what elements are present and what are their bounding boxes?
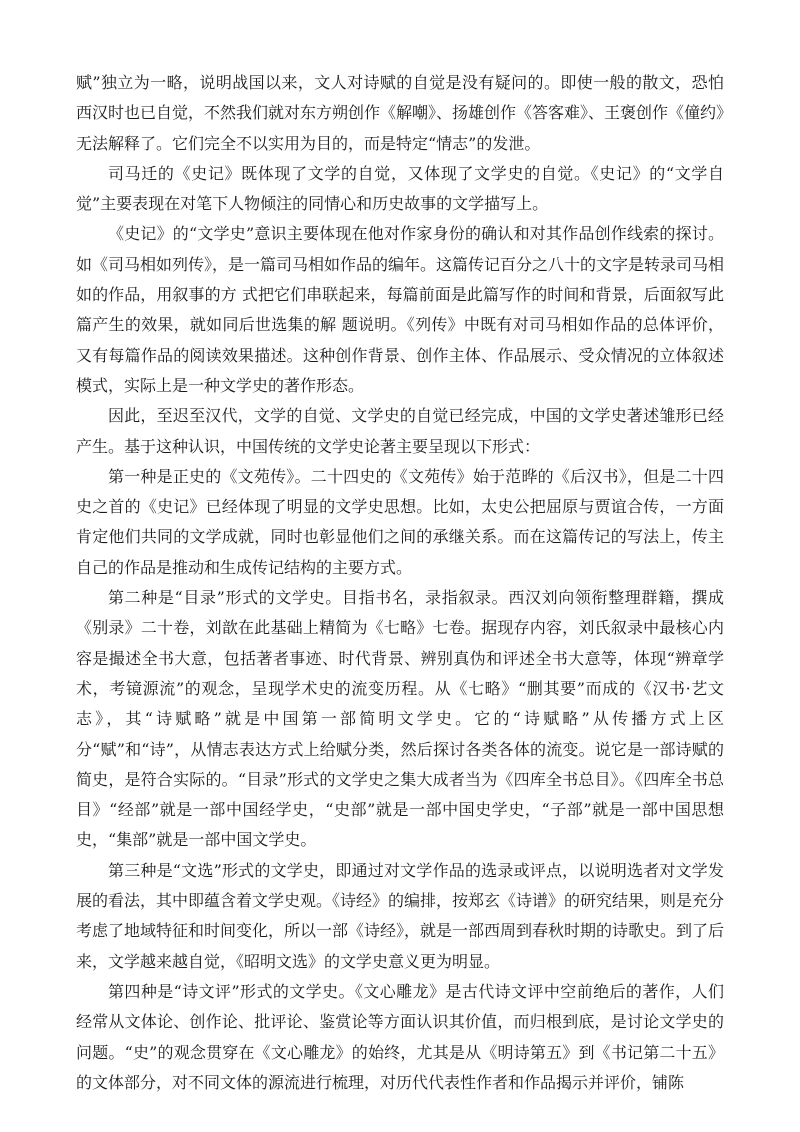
paragraph-7: 第三种是“文选”形式的文学史，即通过对文学作品的选录或评点，以说明选者对文学发展的看法，其中即蕴含着文学史观。《诗经》的编排，按郑玄《诗谱》的研究结果，则是充分考虑了地域特征和时间变化，所以一部《诗经》，就是一部西周到春秋时期的诗歌史。到了后来，文学越来越自觉，《昭明文选》的文学史意义更为明显。 — [76, 860, 725, 971]
paragraph-4: 因此，至迟至汉代，文学的自觉、文学史的自觉已经完成，中国的文学史著述雏形已经产生。基于这种认识，中国传统的文学史论著主要呈现以下形式： — [76, 406, 724, 456]
paragraph-5: 第一种是正史的《文苑传》。二十四史的《文苑传》始于范晔的《后汉书》，但是二十四史之首的《史记》已经体现了明显的文学史思想。比如，太史公把屈原与贾谊合传，一方面肯定他们共同的文学成就，同时也彰显他们之间的承继关系。而在这篇传记的写法上，传主自己的作品是推动和生成传记结构的主要方式。 — [76, 466, 724, 577]
paragraph-8: 第四种是“诗文评”形式的文学史。《文心雕龙》是古代诗文评中空前绝后的著作，人们经常从文体论、创作论、批评论、鉴赏论等方面认识其价值，而归根到底，是讨论文学史的问题。“史”的观念贯穿在《文心雕龙》的始终，尤其是从《明诗第五》到《书记第二十五》的文体部分，对不同文体的源流进行梳理，对历代代表性作者和作品揭示并评价，铺陈 — [76, 981, 724, 1092]
paragraph-3: 《史记》的“文学史”意识主要体现在他对作家身份的确认和对其作品创作线索的探讨。如《司马相如列传》，是一篇司马相如作品的编年。这篇传记百分之八十的文字是转录司马相如的作品，用叙事的方 式把它们串联起来，每篇前面是此篇写作的时间和背景，后面叙写此篇产生的效果，就如同后世选集的解 题说明。《列传》中既有对司马相如作品的总体评价，又有每篇作品的阅读效果描述。这种创作背景、创作主体、作品展示、受众情况的立体叙述模式，实际上是一种文学史的著作形态。 — [76, 224, 725, 395]
paragraph-6: 第二种是“目录”形式的文学史。目指书名，录指叙录。西汉刘向领衔整理群籍，撰成《别录》二十卷，刘歆在此基础上精简为《七略》七卷。据现存内容，刘氏叙录中最核心内容是撮述全书大意，包括著者事迹、时代背景、辨别真伪和评述全书大意等，体现“辨章学术，考镜源流”的观念，呈现学术史的流变历程。从《七略》“删其要”而成的《汉书·艺文志》，其“诗赋略”就是中国第一部简明文学史。它的“诗赋略”从传播方式上区分“赋”和“诗”，从情志表达方式上给赋分类，然后探讨各类各体的流变。说它是一部诗赋的简史，是符合实际的。“目录”形式的文学史之集大成者当为《四库全书总目》。《四库全书总目》“经部”就是一部中国经学史，“史部”就是一部中国史学史，“子部”就是一部中国思想史，“集部”就是一部中国文学史。 — [76, 588, 724, 850]
paragraph-2: 司马迁的《史记》既体现了文学的自觉，又体现了文学史的自觉。《史记》的“文学自觉”主要表现在对笔下人物倾注的同情心和历史故事的文学描写上。 — [76, 163, 724, 214]
paragraph-1: 赋”独立为一略，说明战国以来，文人对诗赋的自觉是没有疑问的。即使一般的散文，恐怕西汉时也已自觉，不然我们就对东方朔创作《解嘲》、扬雄创作《答客难》、王褒创作《僮约》无法解释了。它们完全不以实用为目的，而是特定“情志”的发泄。 — [76, 73, 725, 153]
document-page — [76, 68, 724, 1098]
